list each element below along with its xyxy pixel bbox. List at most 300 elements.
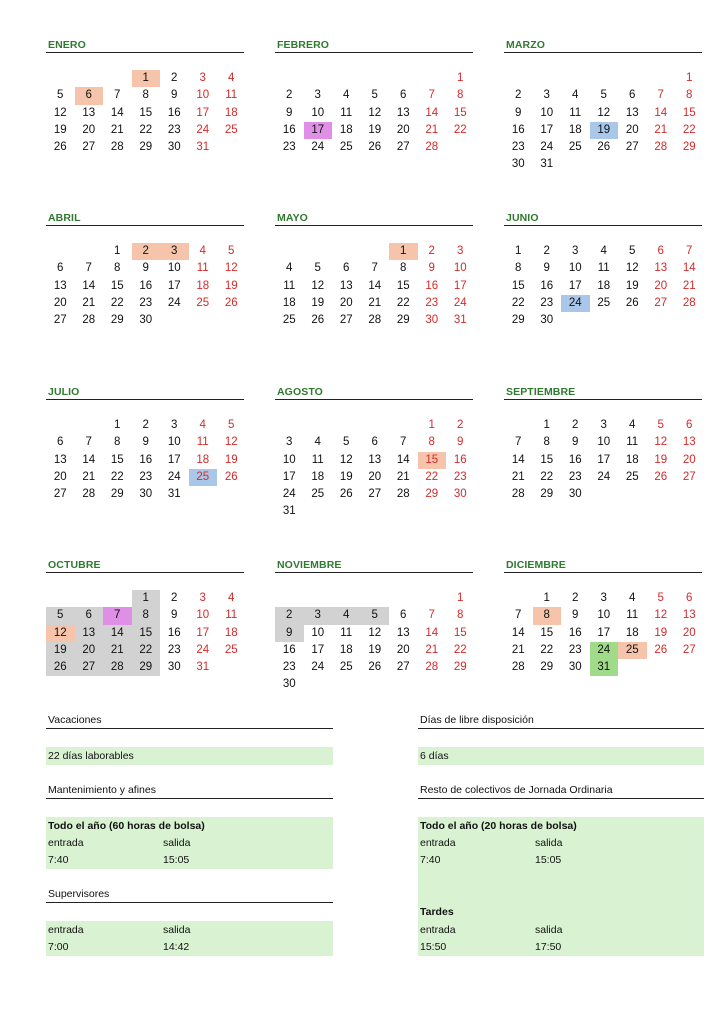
- day-cell: 16: [511, 123, 525, 136]
- day-cell: 23: [540, 296, 554, 309]
- day-cell: 29: [511, 314, 525, 327]
- resto-entrada-label: entrada: [420, 837, 456, 849]
- day-cell: 19: [590, 122, 619, 139]
- day-cell: 14: [103, 625, 132, 642]
- day-cell: 7: [428, 89, 435, 102]
- day-cell: 17: [167, 279, 181, 292]
- day-cell: 16: [568, 626, 582, 639]
- month-grid: [275, 243, 473, 329]
- day-cell: 12: [46, 625, 75, 642]
- mantenimiento-salida-label: salida: [163, 837, 191, 849]
- day-cell: 23: [167, 643, 181, 656]
- day-cell: 2: [515, 89, 522, 102]
- day-cell: 8: [686, 89, 693, 102]
- day-cell: 9: [428, 262, 435, 275]
- day-cell: 5: [228, 419, 235, 431]
- vacaciones-section: [46, 713, 333, 729]
- empty-cell: [275, 417, 304, 434]
- empty-cell: [75, 243, 104, 260]
- day-cell: 27: [53, 314, 67, 327]
- day-cell: 25: [568, 141, 582, 154]
- day-cell: 11: [225, 89, 238, 102]
- day-cell: 18: [597, 279, 611, 292]
- day-cell: 17: [597, 626, 611, 639]
- day-cell: 16: [139, 453, 153, 466]
- day-cell: 12: [625, 262, 639, 275]
- day-cell: 22: [425, 470, 439, 483]
- day-cell: 23: [425, 296, 439, 309]
- day-cell: 30: [139, 314, 153, 327]
- day-cell: 19: [224, 453, 238, 466]
- day-cell: 2: [428, 245, 435, 257]
- day-cell: 15: [540, 453, 554, 466]
- empty-cell: [275, 243, 304, 260]
- day-cell: 28: [396, 488, 410, 501]
- day-cell: 4: [314, 436, 321, 449]
- day-cell: 1: [132, 590, 161, 607]
- day-cell: 9: [457, 436, 464, 449]
- day-cell: 1: [389, 243, 418, 260]
- day-cell: 15: [453, 626, 467, 639]
- resto-salida-label: salida: [535, 837, 563, 849]
- day-cell: 2: [171, 72, 178, 84]
- day-cell: 25: [224, 643, 238, 656]
- day-cell: 6: [686, 419, 693, 431]
- day-cell: 12: [654, 609, 668, 622]
- day-cell: 10: [282, 453, 296, 466]
- day-cell: 19: [339, 470, 353, 483]
- day-cell: 4: [332, 607, 361, 624]
- day-cell: 30: [425, 314, 439, 327]
- day-cell: 28: [110, 141, 124, 154]
- resto-tardes-entrada-label: entrada: [420, 924, 456, 936]
- day-cell: 28: [82, 488, 96, 501]
- day-cell: 17: [282, 470, 296, 483]
- month-abril: [46, 211, 244, 329]
- day-cell: 9: [572, 609, 579, 622]
- day-cell: 6: [657, 245, 664, 257]
- month-grid: [504, 243, 702, 329]
- day-cell: 26: [311, 314, 325, 327]
- day-cell: 22: [682, 123, 696, 136]
- day-cell: 13: [396, 626, 410, 639]
- day-cell: 29: [540, 661, 554, 674]
- day-cell: 16: [167, 106, 181, 119]
- day-cell: 21: [368, 296, 382, 309]
- day-cell: 27: [82, 141, 96, 154]
- day-cell: 12: [368, 106, 382, 119]
- day-cell: 24: [597, 470, 611, 483]
- day-cell: 10: [453, 262, 467, 275]
- day-cell: 28: [654, 141, 668, 154]
- day-cell: 3: [600, 419, 607, 431]
- day-cell: 16: [282, 643, 296, 656]
- day-cell: 8: [114, 436, 121, 449]
- day-cell: 30: [568, 661, 582, 674]
- day-cell: 7: [515, 436, 522, 449]
- day-cell: 2: [543, 245, 550, 257]
- resto-entrada: 7:40: [420, 854, 441, 866]
- day-cell: 29: [425, 488, 439, 501]
- day-cell: 15: [682, 106, 696, 119]
- day-cell: 20: [53, 296, 67, 309]
- day-cell: 13: [53, 453, 67, 466]
- empty-cell: [533, 70, 562, 87]
- day-cell: 8: [132, 607, 161, 624]
- day-cell: 14: [425, 626, 439, 639]
- day-cell: 9: [275, 625, 304, 642]
- day-cell: 23: [568, 643, 582, 656]
- day-cell: 12: [339, 453, 353, 466]
- day-cell: 29: [453, 661, 467, 674]
- day-cell: 3: [199, 72, 206, 84]
- day-cell: 30: [568, 488, 582, 501]
- day-cell: 29: [110, 488, 124, 501]
- day-cell: 25: [224, 123, 238, 136]
- day-cell: 29: [139, 141, 153, 154]
- month-title: JULIO: [46, 385, 244, 400]
- day-cell: 4: [343, 89, 350, 102]
- month-grid: [46, 70, 244, 156]
- empty-cell: [332, 590, 361, 607]
- day-cell: 11: [225, 609, 238, 622]
- day-cell: 29: [132, 659, 161, 676]
- day-cell: 11: [283, 279, 296, 292]
- empty-cell: [304, 70, 333, 87]
- resto-tardes-heading: Tardes: [420, 906, 454, 918]
- supervisores-salida-label: salida: [163, 924, 191, 936]
- day-cell: 9: [515, 106, 522, 119]
- day-cell: 26: [224, 470, 238, 483]
- day-cell: 23: [167, 123, 181, 136]
- day-cell: 14: [654, 106, 668, 119]
- month-mayo: [275, 211, 473, 329]
- day-cell: 30: [139, 488, 153, 501]
- day-cell: 1: [457, 72, 464, 84]
- day-cell: 21: [654, 123, 668, 136]
- day-cell: 20: [368, 470, 382, 483]
- day-cell: 19: [53, 123, 67, 136]
- day-cell: 8: [428, 436, 435, 449]
- day-cell: 19: [46, 642, 75, 659]
- month-noviembre: [275, 558, 473, 694]
- day-cell: 25: [311, 488, 325, 501]
- empty-cell: [647, 70, 676, 87]
- day-cell: 7: [657, 89, 664, 102]
- day-cell: 14: [82, 453, 96, 466]
- vacaciones-title: Vacaciones: [46, 713, 333, 729]
- month-title: DICIEMBRE: [504, 558, 702, 573]
- day-cell: 5: [57, 89, 64, 102]
- empty-cell: [275, 590, 304, 607]
- day-cell: 27: [654, 296, 668, 309]
- day-cell: 10: [597, 609, 611, 622]
- day-cell: 23: [568, 470, 582, 483]
- day-cell: 8: [400, 262, 407, 275]
- day-cell: 14: [110, 106, 124, 119]
- day-cell: 3: [457, 245, 464, 257]
- day-cell: 20: [53, 470, 67, 483]
- day-cell: 4: [629, 419, 636, 431]
- day-cell: 21: [110, 123, 124, 136]
- day-cell: 28: [511, 661, 525, 674]
- empty-cell: [504, 417, 533, 434]
- month-title: ENERO: [46, 38, 244, 53]
- empty-cell: [304, 243, 333, 260]
- month-title: MAYO: [275, 211, 473, 226]
- day-cell: 26: [654, 643, 668, 656]
- day-cell: 10: [568, 262, 582, 275]
- day-cell: 31: [282, 505, 296, 518]
- day-cell: 17: [453, 279, 467, 292]
- day-cell: 7: [103, 607, 132, 624]
- day-cell: 21: [425, 123, 439, 136]
- day-cell: 8: [533, 607, 562, 624]
- day-cell: 31: [167, 488, 181, 501]
- day-cell: 16: [425, 279, 439, 292]
- day-cell: 22: [110, 296, 124, 309]
- day-cell: 2: [171, 592, 178, 604]
- day-cell: 16: [453, 453, 467, 466]
- day-cell: 30: [167, 141, 181, 154]
- day-cell: 5: [228, 245, 235, 257]
- day-cell: 6: [400, 89, 407, 102]
- resto-salida: 15:05: [535, 854, 562, 866]
- day-cell: 21: [82, 470, 96, 483]
- day-cell: 3: [286, 436, 293, 449]
- empty-cell: [332, 417, 361, 434]
- day-cell: 31: [196, 141, 210, 154]
- day-cell: 1: [686, 72, 693, 84]
- day-cell: 3: [171, 419, 178, 431]
- day-cell: 6: [57, 436, 64, 449]
- day-cell: 22: [110, 470, 124, 483]
- month-junio: [504, 211, 702, 329]
- day-cell: 23: [282, 661, 296, 674]
- day-cell: 24: [196, 643, 210, 656]
- day-cell: 11: [626, 436, 639, 449]
- day-cell: 29: [110, 314, 124, 327]
- empty-cell: [75, 590, 104, 607]
- empty-cell: [418, 70, 447, 87]
- day-cell: 26: [368, 661, 382, 674]
- day-cell: 10: [311, 626, 325, 639]
- empty-cell: [504, 70, 533, 87]
- month-agosto: [275, 385, 473, 521]
- day-cell: 10: [597, 436, 611, 449]
- day-cell: 23: [511, 141, 525, 154]
- day-cell: 29: [682, 141, 696, 154]
- day-cell: 11: [597, 262, 610, 275]
- day-cell: 14: [425, 106, 439, 119]
- day-cell: 7: [400, 436, 407, 449]
- day-cell: 7: [85, 436, 92, 449]
- day-cell: 11: [626, 609, 639, 622]
- day-cell: 12: [224, 262, 238, 275]
- day-cell: 15: [540, 626, 554, 639]
- day-cell: 17: [304, 122, 333, 139]
- day-cell: 15: [132, 625, 161, 642]
- month-grid: [46, 417, 244, 503]
- day-cell: 26: [46, 659, 75, 676]
- month-octubre: [46, 558, 244, 676]
- month-grid: [504, 70, 702, 174]
- month-grid: [46, 243, 244, 329]
- day-cell: 11: [196, 262, 209, 275]
- day-cell: 27: [682, 643, 696, 656]
- day-cell: 20: [396, 643, 410, 656]
- day-cell: 19: [654, 626, 668, 639]
- day-cell: 19: [368, 123, 382, 136]
- day-cell: 22: [132, 642, 161, 659]
- day-cell: 20: [654, 279, 668, 292]
- mantenimiento-entrada-label: entrada: [48, 837, 84, 849]
- empty-cell: [389, 590, 418, 607]
- day-cell: 13: [625, 106, 639, 119]
- day-cell: 17: [196, 106, 210, 119]
- day-cell: 26: [339, 488, 353, 501]
- empty-cell: [332, 243, 361, 260]
- day-cell: 24: [590, 642, 619, 659]
- day-cell: 14: [368, 279, 382, 292]
- day-cell: 7: [114, 89, 121, 102]
- day-cell: 9: [286, 106, 293, 119]
- day-cell: 20: [682, 626, 696, 639]
- day-cell: 4: [228, 592, 235, 604]
- empty-cell: [418, 590, 447, 607]
- day-cell: 13: [682, 436, 696, 449]
- vacaciones-value: 22 días laborables: [48, 750, 134, 762]
- day-cell: 27: [682, 470, 696, 483]
- day-cell: 18: [282, 296, 296, 309]
- day-cell: 13: [339, 279, 353, 292]
- day-cell: 13: [396, 106, 410, 119]
- day-cell: 15: [418, 452, 447, 469]
- day-cell: 4: [199, 245, 206, 257]
- day-cell: 4: [286, 262, 293, 275]
- empty-cell: [618, 70, 647, 87]
- day-cell: 22: [540, 470, 554, 483]
- libre-value: 6 días: [420, 750, 449, 762]
- day-cell: 29: [540, 488, 554, 501]
- day-cell: 8: [457, 609, 464, 622]
- day-cell: 5: [629, 245, 636, 257]
- day-cell: 13: [75, 625, 104, 642]
- day-cell: 5: [314, 262, 321, 275]
- supervisores-salida: 14:42: [163, 941, 190, 953]
- day-cell: 6: [75, 607, 104, 624]
- day-cell: 16: [282, 123, 296, 136]
- day-cell: 1: [114, 419, 121, 431]
- day-cell: 13: [654, 262, 668, 275]
- month-diciembre: [504, 558, 702, 676]
- day-cell: 27: [75, 659, 104, 676]
- day-cell: 23: [139, 296, 153, 309]
- day-cell: 17: [196, 626, 210, 639]
- day-cell: 6: [343, 262, 350, 275]
- month-marzo: [504, 38, 702, 174]
- day-cell: 2: [275, 607, 304, 624]
- day-cell: 26: [654, 470, 668, 483]
- day-cell: 12: [224, 436, 238, 449]
- day-cell: 9: [171, 609, 178, 622]
- day-cell: 1: [428, 419, 435, 431]
- day-cell: 1: [515, 245, 522, 257]
- day-cell: 28: [368, 314, 382, 327]
- month-title: OCTUBRE: [46, 558, 244, 573]
- day-cell: 29: [396, 314, 410, 327]
- day-cell: 18: [196, 279, 210, 292]
- day-cell: 22: [139, 123, 153, 136]
- day-cell: 3: [199, 592, 206, 604]
- empty-cell: [389, 70, 418, 87]
- day-cell: 31: [540, 158, 554, 171]
- month-grid: [46, 590, 244, 676]
- day-cell: 1: [457, 592, 464, 604]
- day-cell: 9: [171, 89, 178, 102]
- day-cell: 7: [686, 245, 693, 257]
- day-cell: 23: [139, 470, 153, 483]
- day-cell: 12: [597, 106, 611, 119]
- day-cell: 11: [569, 106, 582, 119]
- day-cell: 24: [167, 470, 181, 483]
- mantenimiento-heading: Todo el año (60 horas de bolsa): [48, 820, 205, 832]
- month-grid: [275, 70, 473, 156]
- day-cell: 8: [142, 89, 149, 102]
- day-cell: 20: [339, 296, 353, 309]
- day-cell: 25: [339, 141, 353, 154]
- day-cell: 18: [625, 453, 639, 466]
- day-cell: 3: [314, 89, 321, 102]
- month-title: ABRIL: [46, 211, 244, 226]
- day-cell: 22: [540, 643, 554, 656]
- empty-cell: [46, 243, 75, 260]
- day-cell: 15: [453, 106, 467, 119]
- day-cell: 7: [85, 262, 92, 275]
- day-cell: 1: [132, 70, 161, 87]
- day-cell: 3: [572, 245, 579, 257]
- day-cell: 5: [361, 607, 390, 624]
- day-cell: 9: [572, 436, 579, 449]
- day-cell: 21: [396, 470, 410, 483]
- day-cell: 5: [371, 89, 378, 102]
- day-cell: 15: [139, 106, 153, 119]
- day-cell: 24: [196, 123, 210, 136]
- day-cell: 26: [625, 296, 639, 309]
- libre-box: [418, 747, 704, 765]
- month-title: SEPTIEMBRE: [504, 385, 702, 400]
- day-cell: 18: [311, 470, 325, 483]
- mantenimiento-salida: 15:05: [163, 854, 190, 866]
- day-cell: 15: [110, 453, 124, 466]
- day-cell: 18: [625, 626, 639, 639]
- empty-cell: [361, 417, 390, 434]
- day-cell: 5: [600, 89, 607, 102]
- month-enero: [46, 38, 244, 156]
- day-cell: 19: [625, 279, 639, 292]
- supervisores-entrada-label: entrada: [48, 924, 84, 936]
- day-cell: 4: [572, 89, 579, 102]
- empty-cell: [304, 417, 333, 434]
- day-cell: 9: [543, 262, 550, 275]
- day-cell: 31: [196, 661, 210, 674]
- day-cell: 31: [590, 659, 619, 676]
- day-cell: 5: [46, 607, 75, 624]
- empty-cell: [46, 417, 75, 434]
- day-cell: 24: [540, 141, 554, 154]
- day-cell: 25: [625, 470, 639, 483]
- day-cell: 26: [53, 141, 67, 154]
